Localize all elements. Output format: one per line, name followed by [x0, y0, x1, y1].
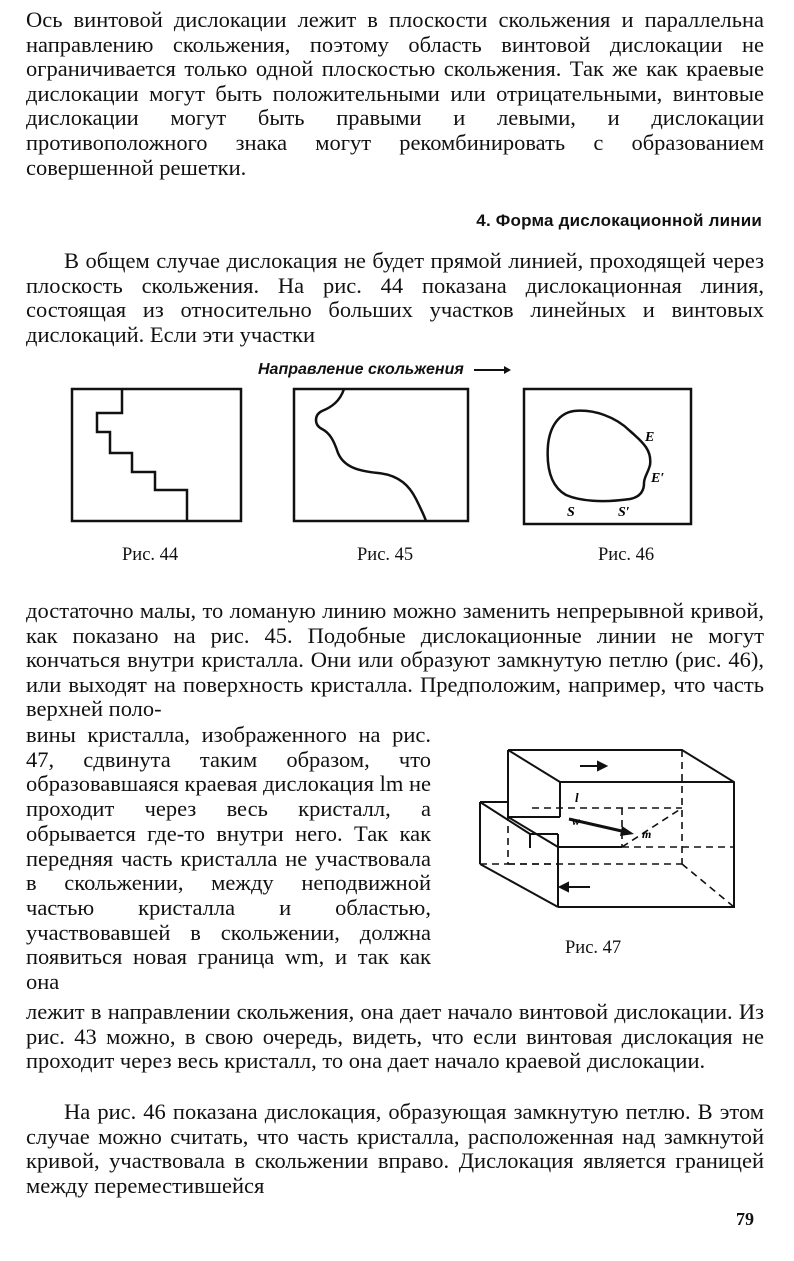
label-l: l — [575, 790, 579, 805]
slip-direction-text: Направление скольжения — [258, 361, 464, 378]
figure-46-caption: Рис. 46 — [598, 545, 655, 565]
paragraph-crystal-shift-wrapped: вины кристалла, изображенного на рис. 47, сдвинута таким образом, что образовавшаяся краевая дислокация lm не проходит через весь кристалл, а обрывается где-то внутри него. Так как передняя часть кристалла не участвовала в скольжении, между неподвижной частью кристалла и областью, участвовавшей в скольжении, должна появиться новая граница wm, и так как она — [26, 722, 431, 995]
label-S: S — [567, 505, 575, 520]
paragraph-continuous-curve: достаточно малы, то ломаную линию можно заменить непрерывной кривой, как показано на рис. 45. Подобные дислокационные линии не могут кончаться внутри кристалла. Они или образуют замкнутую петлю (рис. 46), или выходят на поверхность кристалла. Предположим, например, что часть верхней поло- — [26, 598, 764, 722]
label-m: m — [642, 827, 652, 841]
figure-44-stepped-dislocation — [70, 387, 244, 524]
figure-47-crystal-block — [472, 742, 744, 912]
label-E: E — [645, 430, 655, 445]
figure-45-caption: Рис. 45 — [357, 545, 414, 565]
paragraph-general-case: В общем случае дислокация не будет прямой линией, проходящей через плоскость скольжения. На рис. 44 показана дислокационная линия, состоящая из относительно больших участков линейных и винтовых дислокаций. Если эти участки — [26, 248, 764, 347]
page-number: 79 — [736, 1209, 754, 1229]
paragraph-screw-dislocation-axis: Ось винтовой дислокации лежит в плоскости скольжения и параллельна направлению скольжения, поэтому область винтовой дислокации не ограничивается только одной плоскостью скольжения. Так же как краевые дислокации могут быть положительными или отрицательными, винтовые дислокации могут быть правыми и левыми, и дислокации противоположного знака могут рекомбинировать с образованием совершенной решетки. — [26, 7, 764, 180]
figure-47-caption: Рис. 47 — [565, 938, 622, 958]
label-S-prime: S′ — [618, 505, 630, 520]
slip-direction-label — [258, 361, 512, 379]
paragraph-closed-loop: На рис. 46 показана дислокация, образующая замкнутую петлю. В этом случае можно считать, что часть кристалла, расположенная над замкнутой кривой, участвовала в скольжении вправо. Дислокация является границей между переместившейся — [26, 1099, 764, 1198]
figure-46-closed-loop — [522, 387, 694, 527]
figure-44-caption: Рис. 44 — [122, 545, 179, 565]
paragraph-screw-dislocation-origin: лежит в направлении скольжения, она дает начало винтовой дислокации. Из рис. 43 можно, в свою очередь, видеть, что если винтовая дислокация не проходит через весь кристалл, то она дает начало краевой дислокации. — [26, 999, 764, 1074]
section-heading: 4. Форма дислокационной линии — [476, 211, 762, 230]
arrow-right-icon — [472, 364, 512, 376]
figure-45-curved-dislocation — [292, 387, 470, 524]
label-w: w — [572, 814, 581, 828]
label-E-prime: E′ — [651, 471, 665, 486]
